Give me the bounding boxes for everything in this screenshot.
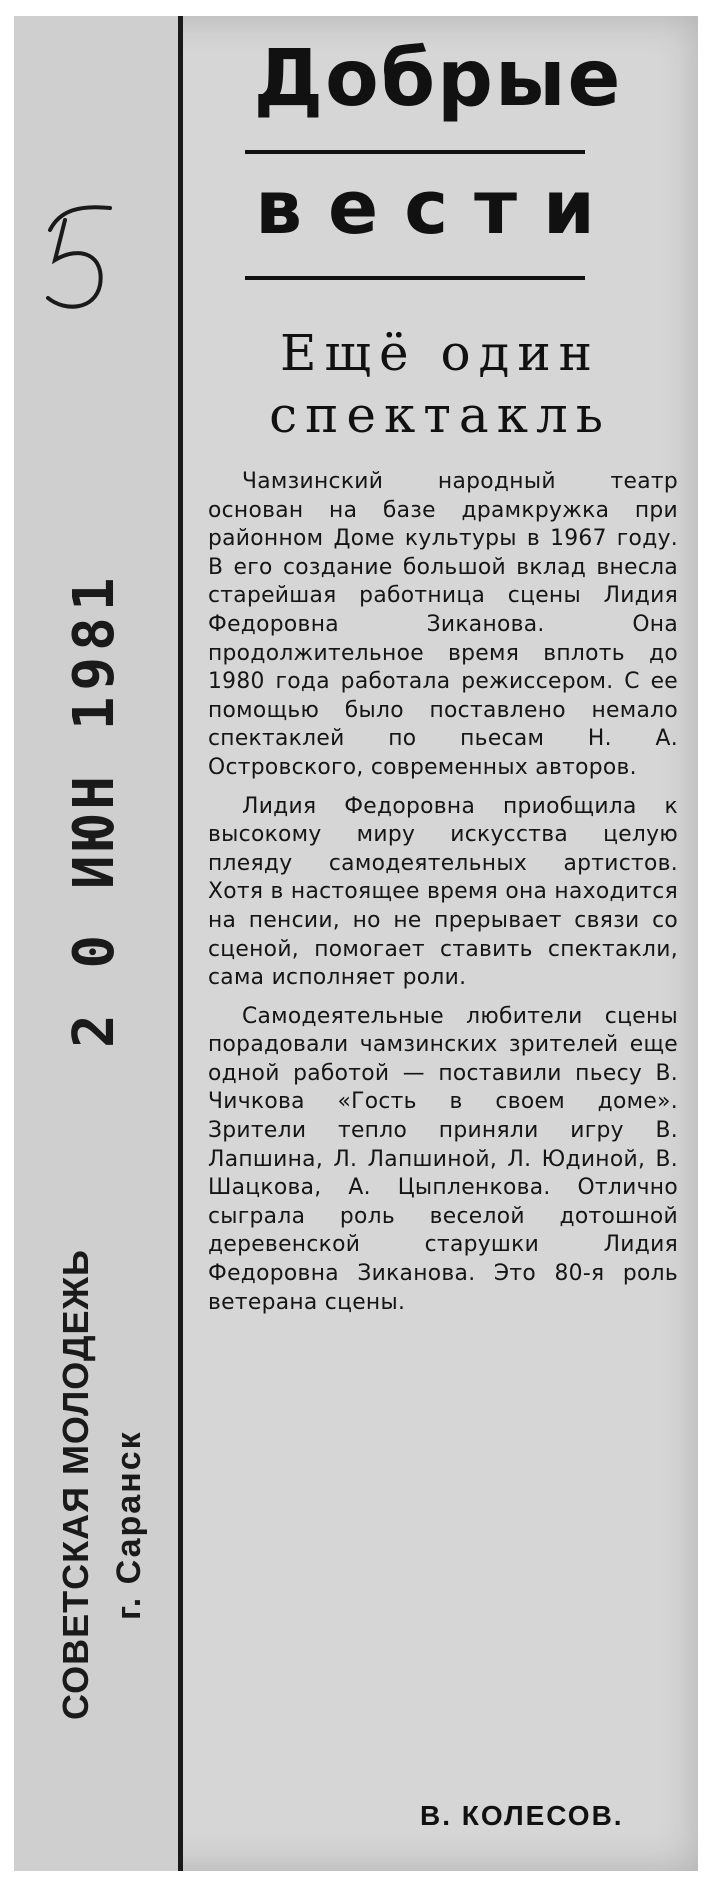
headline-line-2: спектакль <box>269 386 611 444</box>
article-headline <box>220 322 660 446</box>
masthead-rule-top <box>245 150 585 154</box>
masthead-line-1: Добрые <box>253 34 623 124</box>
headline-line-1: Ещё один <box>279 324 600 382</box>
article-paragraph-2: Лидия Федоровна приобщила к высокому миру искусства целую плеяду самодеятельных артистов. Хотя в настоящее время она находится на пенсии, но не прерывает связи со сценой, помогает ставить спектакли, сама исполняет роли. <box>208 793 678 991</box>
masthead-rule-bottom <box>245 276 585 280</box>
article-paragraph-3: Самодеятельные любители сцены порадовали чамзинских зрителей еще одной работой — поставили пьесу В. Чичкова «Гость в своем доме». Зрители тепло приняли игру В. Лапшина, Л. Лапшиной, Л. Юдиной, В. Шацкова, А. Цыпленкова. Отлично сыграла роль веселой дотошной деревенской старушки Лидия Федоровна Зиканова. Это 80-я роль ветерана сцены. <box>208 1003 678 1315</box>
article-body <box>208 468 678 1317</box>
column-divider <box>178 16 183 1871</box>
article-byline: В. КОЛЕСОВ. <box>420 1800 624 1831</box>
article-paragraph-1: Чамзинский народный театр основан на базе драмкружка при районном Доме культуры в 1967 году. В его создание большой вклад внесла старейшая работница сцены Лидия Федоровна Зиканова. Она продолжительное время вплоть до 1980 года работала режиссером. С ее помощью было поставлено немало спектаклей по пьесам Н. А. Островского, современных авторов. <box>208 469 678 780</box>
city-stamp: г. Саранск <box>110 1430 148 1620</box>
handwritten-mark-icon <box>40 200 120 320</box>
newspaper-stamp: СОВЕТСКАЯ МОЛОДЕЖЬ <box>55 1249 96 1720</box>
date-stamp: 2 0 ИЮН 1981 <box>62 571 127 1048</box>
masthead-line-2: вести <box>255 165 621 251</box>
